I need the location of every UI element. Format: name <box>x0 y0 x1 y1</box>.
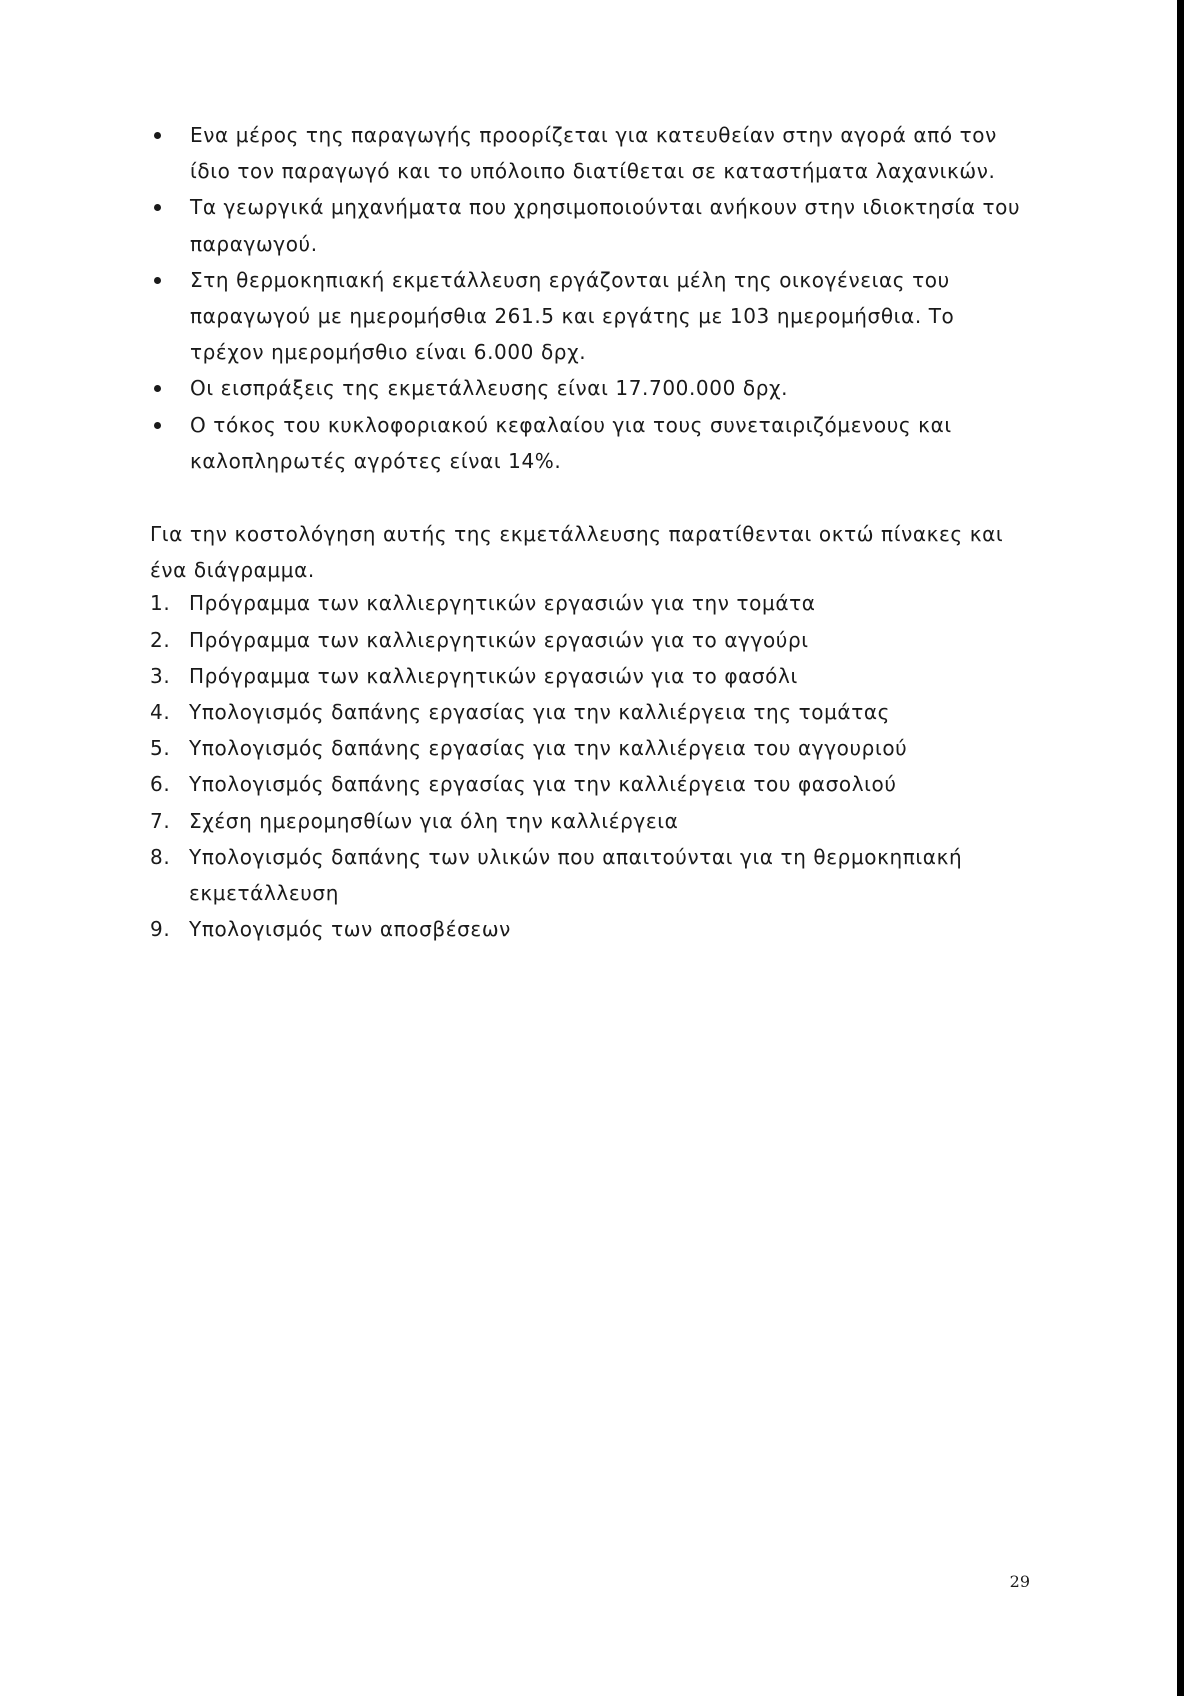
bullet-item <box>150 189 1030 261</box>
bullet-icon <box>154 422 161 429</box>
document-body <box>150 117 1030 950</box>
list-item <box>150 585 1030 621</box>
list-item <box>150 911 1030 947</box>
scan-edge <box>1177 0 1184 1696</box>
assumptions-list <box>150 117 1030 479</box>
bullet-item <box>150 117 1030 189</box>
bullet-item <box>150 262 1030 371</box>
list-item-text: Πρόγραμμα των καλλιεργητικών εργασιών για το αγγούρι <box>189 627 809 652</box>
list-item-number: 8. <box>150 844 171 869</box>
list-item-text: Υπολογισμός δαπάνης των υλικών που απαιτούνται για τη θερμοκηπιακή εκμετάλλευση <box>189 844 963 906</box>
list-item-number: 4. <box>150 700 171 725</box>
list-item-number: 9. <box>150 917 171 942</box>
list-item-number: 2. <box>150 627 171 652</box>
bullet-text: Οι εισπράξεις της εκμετάλλευσης είναι 17.700.000 δρχ. <box>190 376 789 401</box>
tables-list <box>150 585 1030 947</box>
list-item <box>150 694 1030 730</box>
list-item-text: Υπολογισμός δαπάνης εργασίας για την καλλιέργεια του φασολιού <box>189 772 897 797</box>
list-item-text: Υπολογισμός δαπάνης εργασίας για την καλλιέργεια του αγγουριού <box>189 736 908 761</box>
bullet-icon <box>154 277 161 284</box>
bullet-icon <box>154 132 161 139</box>
list-item-number: 6. <box>150 772 171 797</box>
list-item-text: Υπολογισμός δαπάνης εργασίας για την καλλιέργεια της τομάτας <box>189 700 890 725</box>
bullet-icon <box>154 204 161 211</box>
page-number: 29 <box>1009 1572 1030 1591</box>
intro-paragraph: Για την κοστολόγηση αυτής της εκμετάλλευσης παρατίθενται οκτώ πίνακες και ένα διάγραμμα. <box>150 522 1004 583</box>
bullet-item <box>150 370 1030 406</box>
bullet-text: Ενα μέρος της παραγωγής προορίζεται για κατευθείαν στην αγορά από τον ίδιο τον παραγωγό και το υπόλοιπο διατίθεται σε καταστήματα λαχανικών. <box>190 123 997 184</box>
bullet-icon <box>154 385 161 392</box>
list-item-text: Πρόγραμμα των καλλιεργητικών εργασιών για την τομάτα <box>189 591 816 616</box>
list-item-number: 3. <box>150 663 171 688</box>
bullet-text: Τα γεωργικά μηχανήματα που χρησιμοποιούνται ανήκουν στην ιδιοκτησία του παραγωγού. <box>190 195 1021 256</box>
bullet-item <box>150 407 1030 479</box>
list-item-text: Υπολογισμός των αποσβέσεων <box>189 917 511 942</box>
list-item-text: Σχέση ημερομησθίων για όλη την καλλιέργεια <box>189 808 679 833</box>
list-item-text: Πρόγραμμα των καλλιεργητικών εργασιών για το φασόλι <box>189 663 798 688</box>
list-item <box>150 766 1030 802</box>
list-item <box>150 839 1030 911</box>
list-item <box>150 803 1030 839</box>
bullet-text: Στη θερμοκηπιακή εκμετάλλευση εργάζονται μέλη της οικογένειας του παραγωγού με ημερομήσθια 261.5 και εργάτης με 103 ημερομήσθια. Το τρέχον ημερομήσθιο είναι 6.000 δρχ. <box>190 267 955 365</box>
list-item <box>150 658 1030 694</box>
list-item <box>150 622 1030 658</box>
list-item-number: 1. <box>150 591 171 616</box>
list-item-number: 7. <box>150 808 171 833</box>
list-item-number: 5. <box>150 736 171 761</box>
bullet-text: Ο τόκος του κυκλοφοριακού κεφαλαίου για τους συνεταιριζόμενους και καλοπληρωτές αγρότες είναι 14%. <box>190 412 952 473</box>
list-item <box>150 730 1030 766</box>
